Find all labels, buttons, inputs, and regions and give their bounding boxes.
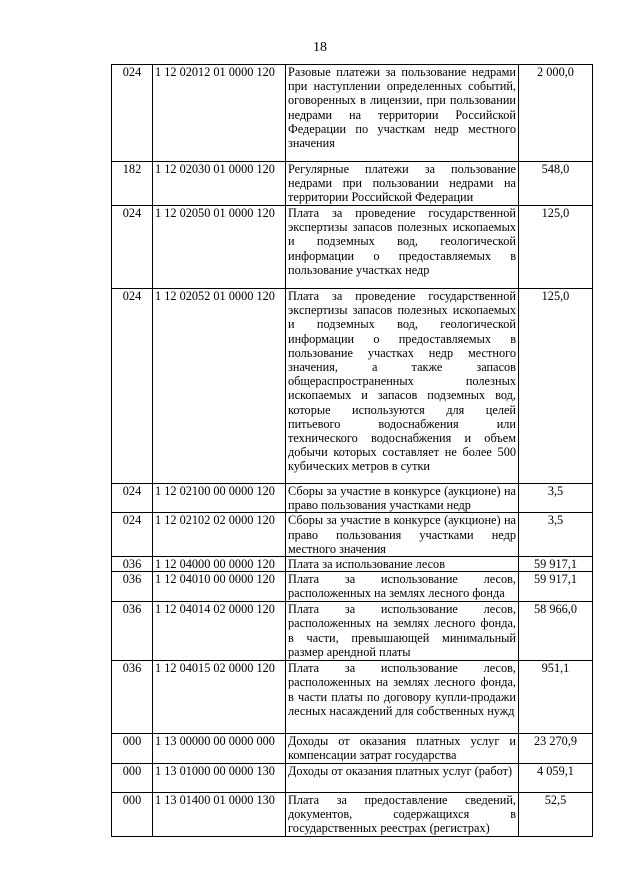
admin-code-cell: 000 xyxy=(112,734,153,763)
admin-code-cell: 024 xyxy=(112,65,153,162)
admin-code-cell: 024 xyxy=(112,289,153,484)
table-body xyxy=(112,65,593,837)
admin-code-cell: 036 xyxy=(112,661,153,734)
budget-code-cell: 1 12 02052 01 0000 120 xyxy=(153,289,286,484)
revenue-name-cell: Доходы от оказания платных услуг (работ) xyxy=(286,763,519,792)
budget-code-cell: 1 13 01400 01 0000 130 xyxy=(153,792,286,836)
admin-code-cell: 036 xyxy=(112,557,153,572)
table-row xyxy=(112,162,593,206)
revenue-name-cell: Плата за использование лесов, расположенных на землях лесного фонда, в части, превышающей минимальный размер арендной платы xyxy=(286,602,519,661)
budget-code-cell: 1 12 04010 00 0000 120 xyxy=(153,572,286,602)
budget-code-cell: 1 12 02102 02 0000 120 xyxy=(153,513,286,557)
amount-cell: 58 966,0 xyxy=(519,602,593,661)
admin-code-cell: 000 xyxy=(112,763,153,792)
table-row xyxy=(112,206,593,289)
table-row xyxy=(112,65,593,162)
admin-code-cell: 182 xyxy=(112,162,153,206)
revenue-name-cell: Доходы от оказания платных услуг и компенсации затрат государства xyxy=(286,734,519,763)
budget-code-cell: 1 12 02050 01 0000 120 xyxy=(153,206,286,289)
budget-code-cell: 1 12 04015 02 0000 120 xyxy=(153,661,286,734)
admin-code-cell: 000 xyxy=(112,792,153,836)
amount-cell: 548,0 xyxy=(519,162,593,206)
page-number: 18 xyxy=(313,40,327,55)
revenue-name-cell: Плата за использование лесов, расположенных на землях лесного фонда, в части платы по договору купли-продажи лесных насаждений для собственных нужд xyxy=(286,661,519,734)
table-row xyxy=(112,763,593,792)
revenue-name-cell: Сборы за участие в конкурсе (аукционе) на право пользования участками недр местного значения xyxy=(286,513,519,557)
table-row xyxy=(112,792,593,836)
revenue-name-cell: Плата за использование лесов xyxy=(286,557,519,572)
table-row xyxy=(112,513,593,557)
revenue-name-cell: Плата за проведение государственной экспертизы запасов полезных ископаемых и подземных вод, геологической информации о предоставляемых в пользование участках недр xyxy=(286,206,519,289)
table-row xyxy=(112,661,593,734)
revenue-name-cell: Сборы за участие в конкурсе (аукционе) на право пользования участками недр xyxy=(286,484,519,513)
table-row xyxy=(112,289,593,484)
budget-code-cell: 1 12 02012 01 0000 120 xyxy=(153,65,286,162)
amount-cell: 125,0 xyxy=(519,289,593,484)
admin-code-cell: 024 xyxy=(112,484,153,513)
table-row xyxy=(112,602,593,661)
table-row xyxy=(112,484,593,513)
budget-code-cell: 1 12 04000 00 0000 120 xyxy=(153,557,286,572)
revenue-name-cell: Плата за проведение государственной экспертизы запасов полезных ископаемых и подземных вод, геологической информации о предоставляемых в пользование участках недр местного значения, а также запасов общераспространенных полезных ископаемых и запасов подземных вод, которые используются для целей питьевого водоснабжения или технического водоснабжения и объем добычи которых составляет не более 500 кубических метров в сутки xyxy=(286,289,519,484)
revenue-name-cell: Разовые платежи за пользование недрами при наступлении определенных событий, оговоренных в лицензии, при пользовании недрами на территории Российской Федерации по участкам недр местного значения xyxy=(286,65,519,162)
admin-code-cell: 036 xyxy=(112,572,153,602)
amount-cell: 59 917,1 xyxy=(519,557,593,572)
admin-code-cell: 024 xyxy=(112,513,153,557)
amount-cell: 3,5 xyxy=(519,484,593,513)
budget-code-cell: 1 13 00000 00 0000 000 xyxy=(153,734,286,763)
amount-cell: 4 059,1 xyxy=(519,763,593,792)
revenue-table xyxy=(111,64,593,837)
amount-cell: 23 270,9 xyxy=(519,734,593,763)
revenue-name-cell: Плата за использование лесов, расположенных на землях лесного фонда xyxy=(286,572,519,602)
table-row xyxy=(112,572,593,602)
amount-cell: 52,5 xyxy=(519,792,593,836)
revenue-name-cell: Плата за предоставление сведений, документов, содержащихся в государственных реестрах (регистрах) xyxy=(286,792,519,836)
amount-cell: 951,1 xyxy=(519,661,593,734)
admin-code-cell: 036 xyxy=(112,602,153,661)
budget-code-cell: 1 12 04014 02 0000 120 xyxy=(153,602,286,661)
revenue-name-cell: Регулярные платежи за пользование недрами при пользовании недрами на территории Российской Федерации xyxy=(286,162,519,206)
table-row xyxy=(112,734,593,763)
budget-code-cell: 1 13 01000 00 0000 130 xyxy=(153,763,286,792)
amount-cell: 3,5 xyxy=(519,513,593,557)
amount-cell: 2 000,0 xyxy=(519,65,593,162)
admin-code-cell: 024 xyxy=(112,206,153,289)
budget-code-cell: 1 12 02100 00 0000 120 xyxy=(153,484,286,513)
budget-code-cell: 1 12 02030 01 0000 120 xyxy=(153,162,286,206)
table-row xyxy=(112,557,593,572)
amount-cell: 125,0 xyxy=(519,206,593,289)
amount-cell: 59 917,1 xyxy=(519,572,593,602)
